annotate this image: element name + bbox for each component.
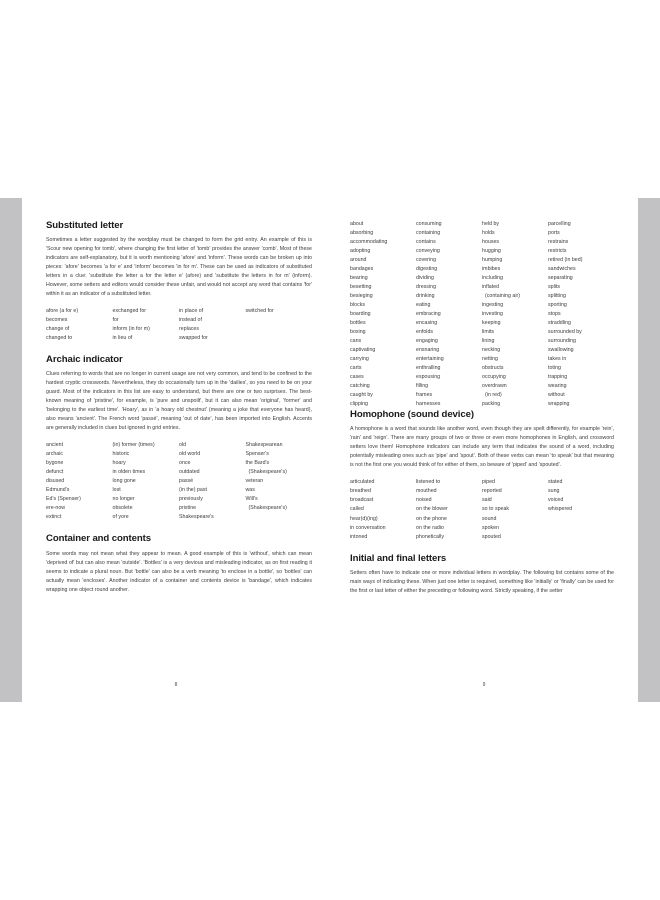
wordlist-item: (Shakespeare's) bbox=[248, 505, 287, 512]
wordlist-item: houses bbox=[482, 239, 500, 246]
wordlist-item: obsolete bbox=[112, 505, 133, 512]
wordlist-item: imbibes bbox=[482, 266, 501, 273]
wordlist-item: bottles bbox=[350, 320, 366, 327]
wordlist-item: wrapping bbox=[548, 401, 570, 408]
section-body-container-and-contents: Some words may not mean what they appear to mean. A good example of this is 'without', which can mean 'deprived of' but can also mean 'outside'. 'Bottles' is a very devious and misleading indicator, as on first reading it seems to indicate a plural noun. But 'bottle' can also be a verb meaning 'to enclose in a bottle', so 'bottles' can actually mean 'encloses'. Another indicator of a container and contents device is 'bandage', which indicates wrapping one object round another. bbox=[46, 550, 312, 593]
wordlist-item: splitting bbox=[548, 293, 566, 300]
wordlist-item: broadcast bbox=[350, 497, 374, 504]
wordlist-item: limits bbox=[482, 329, 495, 336]
wordlist-item: around bbox=[350, 257, 367, 264]
wordlist-item: for bbox=[112, 317, 119, 324]
section-title-archaic-indicator: Archaic indicator bbox=[46, 354, 123, 366]
wordlist-column bbox=[548, 220, 614, 409]
wordlist-item: overdrawn bbox=[482, 383, 507, 390]
wordlist-item: held by bbox=[482, 221, 500, 227]
wordlist-item: boarding bbox=[350, 311, 371, 318]
wordlist-item: (in) former (times) bbox=[112, 442, 155, 449]
wordlist-item: in olden times bbox=[112, 469, 146, 476]
wordlist-item: (in the) past bbox=[179, 487, 207, 494]
wordlist-item: no longer bbox=[112, 496, 135, 503]
wordlist-item: absorbing bbox=[350, 230, 374, 237]
wordlist-item: encasing bbox=[416, 320, 438, 327]
wordlist-item: in place of bbox=[179, 308, 204, 315]
wordlist-item: sandwiches bbox=[548, 266, 576, 273]
wordlist-item: of yore bbox=[112, 514, 129, 521]
wordlist-item: called bbox=[350, 506, 364, 513]
wordlist-item: change of bbox=[46, 326, 70, 333]
wordlist-item: Shakespearean bbox=[245, 442, 283, 449]
wordlist-item: was bbox=[245, 487, 255, 494]
section-body-homophone: A homophone is a word that sounds like another word, even though they are spelt differently, for example 'rein', 'rain' and 'reign'. There are many groups of two or three or even more homophones in English, and crossword setters love them! Homophone indicators can include any term that indicates the sound of a word, including potentially misleading ones such as 'pipe' and 'spout'. Both of these verbs can mean 'to speak' but that meaning is not the first one you would think of for either of them, so beware of 'piped' and 'spouted'. bbox=[350, 426, 614, 469]
wordlist-item: without bbox=[548, 392, 565, 399]
wordlist-item: contains bbox=[416, 239, 436, 246]
wordlist-item: (containing air) bbox=[485, 293, 521, 300]
wordlist-item: harnesses bbox=[416, 401, 441, 408]
wordlist-column bbox=[350, 220, 416, 409]
wordlist-item: passé bbox=[179, 478, 194, 485]
wordlist-item: adopting bbox=[350, 248, 371, 255]
wordlist-item: blocks bbox=[350, 302, 366, 309]
wordlist-item: captivating bbox=[350, 347, 376, 354]
wordlist-column bbox=[416, 478, 482, 541]
wordlist-item: extinct bbox=[46, 514, 62, 521]
section-body-initial-and-final-letters: Setters often have to indicate one or more individual letters in wordplay. The following list contains some of the main ways of indicating these. When just one letter is required, something like 'initially' or 'finally' can be used for the first or last letter of either the preceding or following word. Strictly speaking, if the setter bbox=[350, 569, 614, 594]
wordlist-item: breathed bbox=[350, 488, 371, 495]
wordlist-item: pristine bbox=[179, 505, 197, 512]
wordlist-item: humping bbox=[482, 257, 503, 264]
wordlist-item: conveying bbox=[416, 248, 440, 255]
wordlist-item: whispered bbox=[548, 506, 573, 513]
wordlist-item: embracing bbox=[416, 311, 441, 318]
wordlist-item: sung bbox=[548, 488, 560, 495]
wordlist-item: exchanged for bbox=[112, 308, 147, 315]
section-homophone bbox=[350, 409, 614, 541]
wordlist-column bbox=[46, 441, 113, 522]
wordlist-homophone bbox=[350, 478, 614, 541]
wordlist-item: besetting bbox=[350, 284, 372, 291]
wordlist-item: spouted bbox=[482, 533, 501, 540]
wordlist-item: mouthed bbox=[416, 488, 437, 495]
wordlist-item: retired (in bed) bbox=[548, 257, 583, 264]
left-page bbox=[22, 198, 330, 702]
wordlist-item: lining bbox=[482, 338, 495, 345]
wordlist-item: keeping bbox=[482, 320, 501, 327]
wordlist-item: carts bbox=[350, 365, 362, 372]
wordlist-item: about bbox=[350, 221, 364, 227]
wordlist-item: straddling bbox=[548, 320, 571, 327]
wordlist-item: cases bbox=[350, 374, 364, 381]
wordlist-item: ancient bbox=[46, 442, 64, 449]
wordlist-item: bygone bbox=[46, 460, 64, 467]
wordlist-item: previously bbox=[179, 496, 203, 503]
wordlist-item: stops bbox=[548, 311, 561, 318]
wordlist-item: occupying bbox=[482, 374, 506, 381]
section-title-homophone: Homophone (sound device) bbox=[350, 409, 474, 421]
wordlist-container-and-contents bbox=[350, 220, 614, 409]
wordlist-item: instead of bbox=[179, 317, 202, 324]
wordlist-item: surrounded by bbox=[548, 329, 582, 336]
wordlist-item: splits bbox=[548, 284, 561, 291]
wordlist-item: enfolds bbox=[416, 329, 434, 336]
wordlist-item: entertaining bbox=[416, 356, 444, 363]
right-edge-strip bbox=[638, 198, 660, 702]
section-body-archaic-indicator: Clues referring to words that are no longer in current usage are not very common, and tend to be confined to the hardest cryptic crosswords. Nevertheless, they do occasionally turn up in the 'dailies', so you need to be on your guard. Most of the indicators in this list are easy to understand, but there are one or two surprises. The best-known meaning of 'pristine', for example, is 'pure and unspoilt', but it can also mean 'original', 'former' and 'belonging to the earliest time'. 'Hoary', as in 'a hoary old chestnut' (meaning a joke that everyone has heard), also means 'ancient'. The French word 'passé', meaning 'out of date', has been imported into English. Accents are generally included in clues but ignored in grid entries. bbox=[46, 371, 312, 432]
page-number-left: 8 bbox=[174, 682, 178, 688]
wordlist-item: filling bbox=[416, 383, 429, 390]
wordlist-item: packing bbox=[482, 401, 501, 408]
wordlist-item: necking bbox=[482, 347, 501, 354]
wordlist-item: sound bbox=[482, 515, 497, 522]
wordlist-item: containing bbox=[416, 230, 441, 237]
page-number-right: 9 bbox=[482, 682, 486, 688]
wordlist-item: swapped for bbox=[179, 335, 208, 342]
wordlist-archaic-indicator bbox=[46, 441, 312, 522]
wordlist-item: frames bbox=[416, 392, 433, 399]
wordlist-item: investing bbox=[482, 311, 503, 318]
wordlist-item: swallowing bbox=[548, 347, 574, 354]
wordlist-item: archaic bbox=[46, 451, 64, 458]
wordlist-item: bandages bbox=[350, 266, 374, 273]
wordlist-item: bearing bbox=[350, 275, 368, 282]
wordlist-item: netting bbox=[482, 356, 498, 363]
right-page-content bbox=[350, 220, 614, 692]
wordlist-item: accommodating bbox=[350, 239, 388, 246]
wordlist-item: long gone bbox=[112, 478, 136, 485]
wordlist-item: enthralling bbox=[416, 365, 441, 372]
wordlist-item: on the radio bbox=[416, 524, 444, 531]
wordlist-item: intoned bbox=[350, 533, 368, 540]
wordlist-item: takes in bbox=[548, 356, 567, 363]
wordlist-column bbox=[482, 478, 548, 541]
wordlist-column bbox=[416, 220, 482, 409]
wordlist-item: on the blower bbox=[416, 506, 448, 513]
wordlist-column bbox=[46, 307, 113, 343]
wordlist-item: drinking bbox=[416, 293, 435, 300]
wordlist-item: becomes bbox=[46, 317, 68, 324]
wordlist-item: replaces bbox=[179, 326, 200, 333]
wordlist-column bbox=[179, 441, 246, 522]
wordlist-item: on the phone bbox=[416, 515, 447, 522]
wordlist-item: including bbox=[482, 275, 503, 282]
wordlist-item: restricts bbox=[548, 248, 567, 255]
wordlist-item: lost bbox=[112, 487, 121, 494]
wordlist-column bbox=[113, 441, 180, 522]
wordlist-item: veteran bbox=[245, 478, 264, 485]
wordlist-item: (Shakespeare's) bbox=[248, 469, 287, 476]
wordlist-column bbox=[246, 441, 313, 522]
wordlist-item: eating bbox=[416, 302, 431, 309]
wordlist-item: Spenser's bbox=[245, 451, 269, 458]
wordlist-item: hear(d)(ing) bbox=[350, 515, 378, 522]
wordlist-item: Will's bbox=[245, 496, 258, 503]
wordlist-item: articulated bbox=[350, 479, 375, 486]
wordlist-column bbox=[113, 307, 180, 343]
wordlist-item: besieging bbox=[350, 293, 373, 300]
wordlist-item: dressing bbox=[416, 284, 437, 291]
wordlist-item: inflated bbox=[482, 284, 500, 291]
left-page-content bbox=[46, 220, 312, 692]
wordlist-item: cans bbox=[350, 338, 362, 345]
wordlist-item: hoary bbox=[112, 460, 126, 467]
wordlist-item: ere-now bbox=[46, 505, 66, 512]
wordlist-item: ingesting bbox=[482, 302, 504, 309]
wordlist-item: hugging bbox=[482, 248, 501, 255]
wordlist-item: old bbox=[179, 442, 187, 449]
wordlist-item: changed to bbox=[46, 335, 73, 342]
wordlist-column bbox=[350, 478, 416, 541]
wordlist-column bbox=[482, 220, 548, 409]
wordlist-item: disused bbox=[46, 478, 65, 485]
wordlist-item: restrains bbox=[548, 239, 569, 246]
wordlist-item: ports bbox=[548, 230, 560, 237]
wordlist-item: catching bbox=[350, 383, 370, 390]
wordlist-item: said bbox=[482, 497, 492, 504]
wordlist-column bbox=[179, 307, 246, 343]
wordlist-substituted-letter bbox=[46, 307, 312, 343]
wordlist-item: wearing bbox=[548, 383, 567, 390]
wordlist-item: afore (a for e) bbox=[46, 308, 79, 315]
wordlist-item: boxing bbox=[350, 329, 366, 336]
wordlist-item: obstructs bbox=[482, 365, 504, 372]
wordlist-item: voiced bbox=[548, 497, 564, 504]
wordlist-item: dividing bbox=[416, 275, 434, 282]
wordlist-item: reported bbox=[482, 488, 502, 495]
wordlist-item: carrying bbox=[350, 356, 369, 363]
wordlist-item: covering bbox=[416, 257, 437, 264]
section-body-substituted-letter: Sometimes a letter suggested by the wordplay must be changed to form the grid entry. An example of this is 'Scour new opening for tomb', where changing the first letter of 'tomb' provides the answer 'comb'. Most of these indicators are self-explanatory, but it is worth mentioning 'afore' and 'inform'. These words can be broken up into pieces: 'afore' becomes 'a for e' and 'inform' becomes 'in for m'. These can be used as indicators of substituted letters in a clue: 'substitute the letter a for the letter e' (afore) and 'substitute the letters in for m' (inform). However, some setters and editors would consider these unfair, and would not accept any word that contains 'for' within it as an indicator of a substituted letter. bbox=[46, 237, 312, 298]
wordlist-item: in conversation bbox=[350, 524, 386, 531]
book-spread bbox=[22, 198, 638, 702]
wordlist-item: phonetically bbox=[416, 533, 444, 540]
wordlist-item: Edmund's bbox=[46, 487, 70, 494]
wordlist-item: clipping bbox=[350, 401, 368, 408]
wordlist-item: surrounding bbox=[548, 338, 576, 345]
wordlist-item: Shakespeare's bbox=[179, 514, 214, 521]
wordlist-item: in lieu of bbox=[112, 335, 133, 342]
wordlist-item: parcelling bbox=[548, 221, 571, 227]
wordlist-item: spoken bbox=[482, 524, 500, 531]
wordlist-item: piped bbox=[482, 479, 495, 486]
wordlist-item: so to speak bbox=[482, 506, 510, 513]
wordlist-item: ensnaring bbox=[416, 347, 440, 354]
section-initial-and-final-letters bbox=[350, 553, 614, 596]
wordlist-item: espousing bbox=[416, 374, 441, 381]
section-title-substituted-letter: Substituted letter bbox=[46, 220, 124, 231]
right-page bbox=[330, 198, 638, 702]
wordlist-item: separating bbox=[548, 275, 573, 282]
section-title-initial-and-final-letters: Initial and final letters bbox=[350, 552, 447, 564]
wordlist-item: stated bbox=[548, 479, 563, 486]
wordlist-item: defunct bbox=[46, 469, 64, 476]
section-container-and-contents bbox=[46, 533, 312, 594]
wordlist-item: historic bbox=[112, 451, 130, 458]
wordlist-item: the Bard's bbox=[245, 460, 270, 467]
wordlist-item: noised bbox=[416, 497, 432, 504]
left-edge-strip bbox=[0, 198, 22, 702]
wordlist-item: consuming bbox=[416, 221, 442, 227]
section-title-container-and-contents: Container and contents bbox=[46, 533, 151, 545]
wordlist-item: listened to bbox=[416, 479, 441, 486]
wordlist-item: holds bbox=[482, 230, 495, 237]
wordlist-item: Ed's (Spenser) bbox=[46, 496, 81, 503]
wordlist-item: toting bbox=[548, 365, 561, 372]
wordlist-item: engaging bbox=[416, 338, 438, 345]
wordlist-item: outdated bbox=[179, 469, 200, 476]
wordlist-column bbox=[548, 478, 614, 541]
wordlist-item: inform (in for m) bbox=[112, 326, 150, 333]
wordlist-item: sporting bbox=[548, 302, 567, 309]
section-substituted-letter bbox=[46, 220, 312, 343]
wordlist-item: caught by bbox=[350, 392, 373, 399]
wordlist-item: trapping bbox=[548, 374, 568, 381]
wordlist-column bbox=[246, 307, 313, 343]
wordlist-item: old world bbox=[179, 451, 201, 458]
section-archaic-indicator bbox=[46, 354, 312, 522]
wordlist-item: switched for bbox=[245, 308, 274, 315]
wordlist-item: once bbox=[179, 460, 191, 467]
wordlist-item: (in red) bbox=[485, 392, 502, 399]
wordlist-item: digesting bbox=[416, 266, 438, 273]
